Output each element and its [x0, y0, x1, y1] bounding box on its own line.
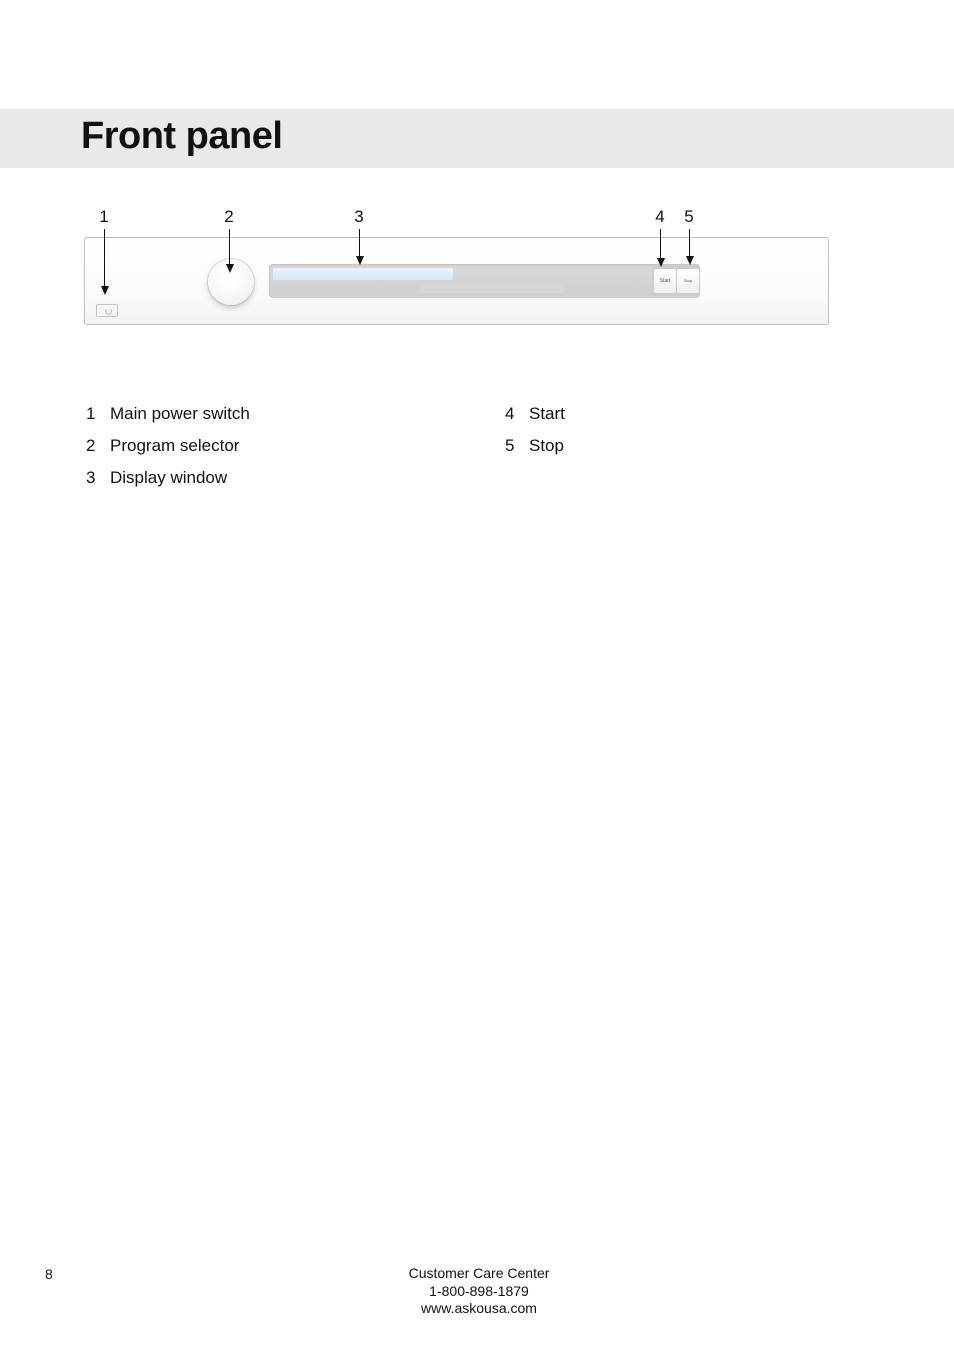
footer-phone: 1-800-898-1879: [429, 1282, 529, 1299]
legend-label: Main power switch: [110, 404, 250, 423]
legend-label: Display window: [110, 468, 228, 487]
legend-number: 5: [505, 436, 515, 455]
callout-line-3: [359, 229, 360, 257]
callout-number-2: 2: [224, 207, 234, 226]
footer-website: www.askousa.com: [421, 1300, 537, 1316]
callout-line-5: [689, 229, 690, 257]
display-band: [419, 284, 564, 293]
legend-number: 2: [86, 436, 96, 455]
legend-number: 1: [86, 404, 96, 423]
legend-label: Start: [529, 404, 565, 423]
callout-arrow-5: [686, 256, 694, 265]
legend-label: Program selector: [110, 436, 240, 455]
page-title: Front panel: [81, 115, 283, 157]
footer-customer-care: Customer Care Center: [408, 1265, 550, 1281]
display-highlight: [273, 268, 453, 280]
front-panel-illustration: [84, 237, 829, 325]
callout-number-5: 5: [684, 207, 694, 226]
main-power-switch: [96, 304, 118, 317]
start-stop-button-group: [652, 266, 699, 296]
legend-number: 4: [505, 404, 515, 423]
callout-number-4: 4: [655, 207, 665, 226]
callout-line-2: [229, 229, 230, 265]
start-button: Start: [654, 269, 676, 293]
knob-indicator: [226, 277, 236, 287]
callout-arrow-4: [657, 258, 665, 267]
stop-button: Stop: [677, 269, 699, 293]
legend-label: Stop: [529, 436, 564, 455]
callout-number-3: 3: [354, 207, 364, 226]
display-window: [269, 264, 700, 298]
callout-line-1: [104, 229, 105, 287]
callout-arrow-3: [356, 256, 364, 265]
callout-number-1: 1: [99, 207, 109, 226]
callout-arrow-1: [101, 286, 109, 295]
page-number: 8: [45, 1266, 53, 1282]
callout-line-4: [660, 229, 661, 259]
footer-contact: [379, 1265, 579, 1318]
legend-number: 3: [86, 468, 96, 487]
callout-arrow-2: [226, 264, 234, 273]
